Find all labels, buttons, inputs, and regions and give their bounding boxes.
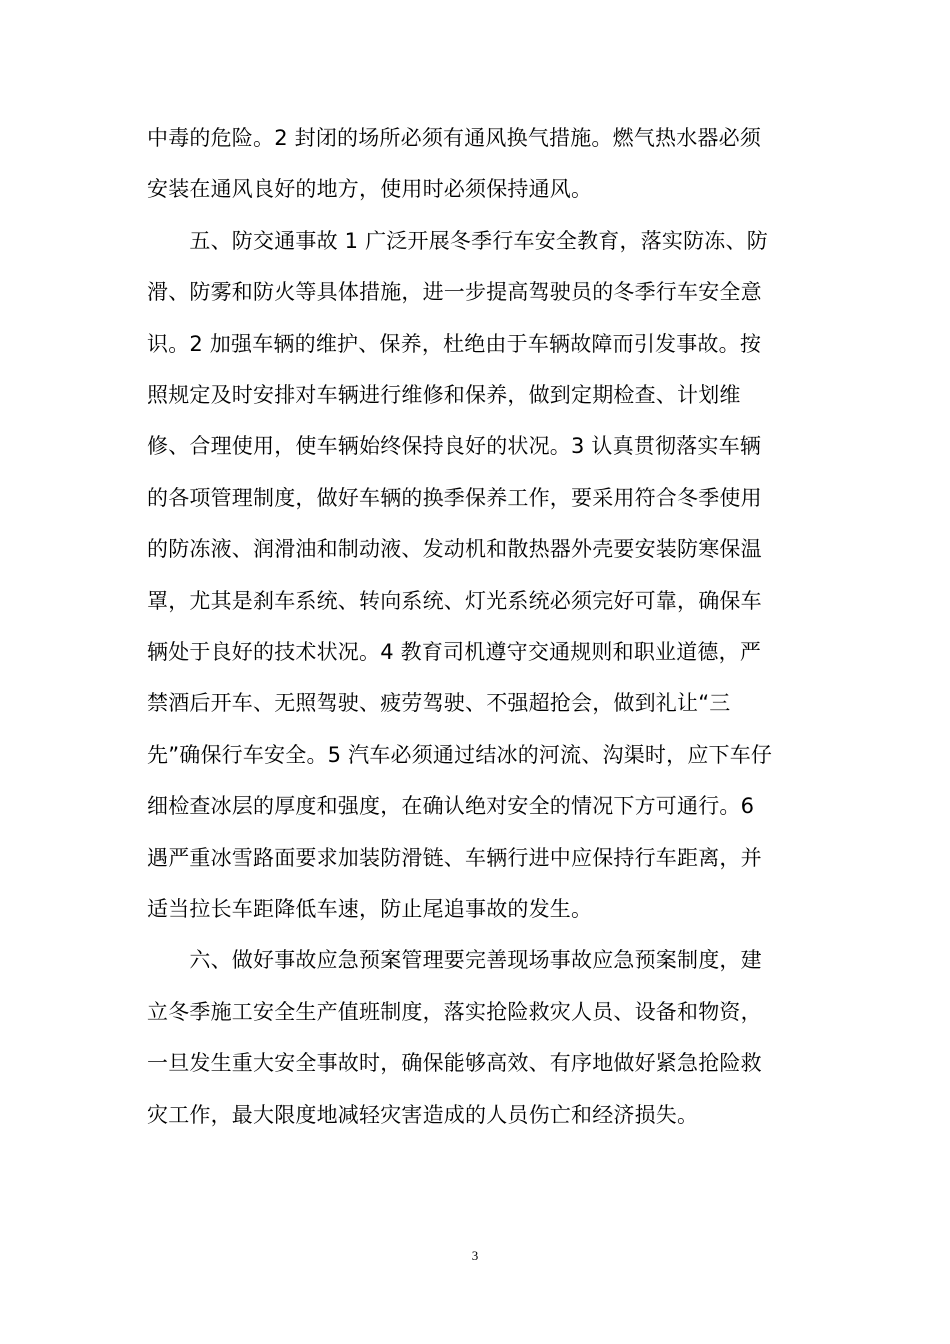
text-line: 立冬季施工安全生产值班制度，落实抢险救灾人员、设备和物资，	[147, 1000, 762, 1024]
text-line: 罩，尤其是刹车系统、转向系统、灯光系统必须完好可靠，确保车	[147, 589, 762, 613]
text-line: 六、做好事故应急预案管理要完善现场事故应急预案制度，建	[147, 948, 762, 972]
text-line: 识。2 加强车辆的维护、保养，杜绝由于车辆故障而引发事故。按	[147, 332, 762, 356]
text-line: 的各项管理制度，做好车辆的换季保养工作，要采用符合冬季使用	[147, 486, 762, 510]
text-line: 遇严重冰雪路面要求加装防滑链、车辆行进中应保持行车距离，并	[147, 846, 762, 870]
text-line: 辆处于良好的技术状况。4 教育司机遵守交通规则和职业道德，严	[147, 640, 762, 664]
text-line: 一旦发生重大安全事故时，确保能够高效、有序地做好紧急抢险救	[147, 1051, 762, 1075]
text-line: 适当拉长车距降低车速，防止尾追事故的发生。	[147, 897, 593, 921]
text-line: 的防冻液、润滑油和制动液、发动机和散热器外壳要安装防寒保温	[147, 537, 762, 561]
text-line: 禁酒后开车、无照驾驶、疲劳驾驶、不强超抢会，做到礼让“三	[147, 691, 731, 715]
text-line: 安装在通风良好的地方，使用时必须保持通风。	[147, 177, 593, 201]
page-number: 3	[471, 1248, 479, 1263]
text-line: 滑、防雾和防火等具体措施，进一步提高驾驶员的冬季行车安全意	[147, 280, 762, 304]
text-line: 五、防交通事故 1 广泛开展冬季行车安全教育，落实防冻、防	[147, 229, 768, 253]
text-line: 先”确保行车安全。5 汽车必须通过结冰的河流、沟渠时，应下车仔	[147, 743, 773, 767]
text-line: 细检查冰层的厚度和强度，在确认绝对安全的情况下方可通行。6	[147, 794, 755, 818]
text-line: 中毒的危险。2 封闭的场所必须有通风换气措施。燃气热水器必须	[147, 126, 762, 150]
text-line: 照规定及时安排对车辆进行维修和保养，做到定期检查、计划维	[147, 383, 741, 407]
text-line: 灾工作，最大限度地减轻灾害造成的人员伤亡和经济损失。	[147, 1103, 699, 1127]
text-line: 修、合理使用，使车辆始终保持良好的状况。3 认真贯彻落实车辆	[147, 434, 762, 458]
